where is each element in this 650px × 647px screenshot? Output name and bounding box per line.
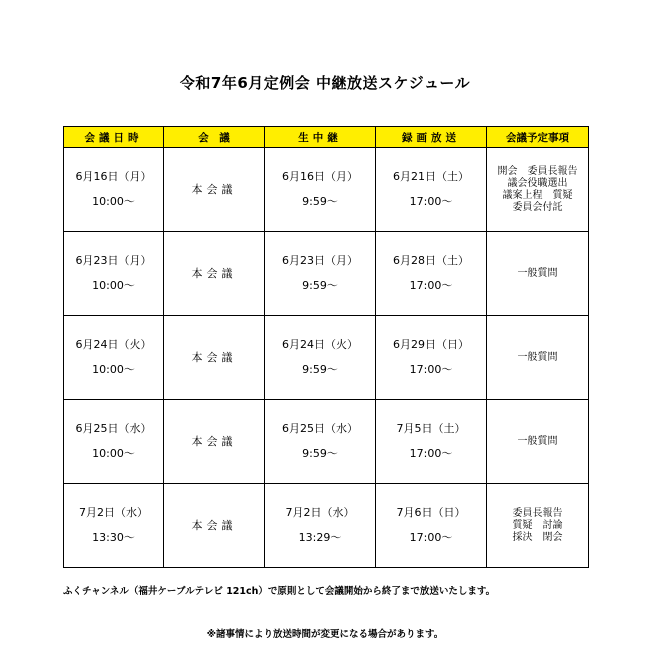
table-row — [64, 232, 589, 316]
agenda-item: 委員長報告 — [512, 507, 563, 519]
cell-recorded — [376, 484, 487, 568]
live-time: 13:29～ — [298, 531, 342, 544]
cell-agenda — [487, 232, 589, 316]
cell-agenda — [487, 316, 589, 400]
agenda-item: 一般質問 — [517, 267, 558, 279]
recorded-date: 7月5日（土） — [396, 422, 466, 435]
agenda-item: 一般質問 — [517, 351, 558, 363]
agenda-item: 開会 委員長報告 — [497, 165, 578, 177]
cell-meeting-datetime — [64, 484, 164, 568]
agenda-item: 一般質問 — [517, 435, 558, 447]
recorded-time: 17:00～ — [409, 279, 453, 292]
live-date: 6月23日（月） — [282, 254, 358, 267]
cell-recorded — [376, 316, 487, 400]
header-meeting: 会 議 — [164, 127, 265, 148]
meeting-type: 本会議 — [191, 518, 237, 532]
live-date: 6月24日（火） — [282, 338, 358, 351]
schedule-table — [63, 126, 589, 568]
cell-live — [265, 232, 376, 316]
meeting-date: 7月2日（水） — [79, 506, 148, 519]
cell-meeting — [164, 400, 265, 484]
cell-meeting — [164, 484, 265, 568]
meeting-date: 6月25日（水） — [75, 422, 152, 435]
cell-agenda — [487, 400, 589, 484]
cell-meeting-datetime — [64, 316, 164, 400]
meeting-time: 10:00～ — [92, 195, 135, 208]
cell-live — [265, 484, 376, 568]
cell-recorded — [376, 400, 487, 484]
cell-meeting — [164, 232, 265, 316]
agenda-item: 委員会付託 — [512, 201, 563, 213]
live-time: 9:59～ — [302, 279, 338, 292]
meeting-type: 本会議 — [191, 434, 237, 448]
meeting-time: 10:00～ — [92, 447, 135, 460]
cell-live — [265, 400, 376, 484]
header-live: 生中継 — [265, 127, 376, 148]
cell-live — [265, 316, 376, 400]
recorded-time: 17:00～ — [409, 195, 453, 208]
cell-meeting-datetime — [64, 232, 164, 316]
live-time: 9:59～ — [302, 447, 338, 460]
cell-agenda — [487, 484, 589, 568]
meeting-type: 本会議 — [191, 182, 237, 196]
recorded-date: 7月6日（日） — [396, 506, 466, 519]
agenda-item: 議会役職選出 — [507, 177, 568, 189]
recorded-time: 17:00～ — [409, 531, 453, 544]
live-date: 7月2日（水） — [285, 506, 355, 519]
meeting-date: 6月16日（月） — [75, 170, 152, 183]
agenda-item: 採決 閉会 — [512, 531, 563, 543]
table-row — [64, 484, 589, 568]
cell-meeting-datetime — [64, 400, 164, 484]
meeting-type: 本会議 — [191, 350, 237, 364]
cell-recorded — [376, 232, 487, 316]
recorded-time: 17:00～ — [409, 447, 453, 460]
cell-live — [265, 148, 376, 232]
recorded-date: 6月28日（土） — [393, 254, 469, 267]
page-title: 令和7年6月定例会 中継放送スケジュール — [179, 74, 471, 92]
meeting-time: 10:00～ — [92, 279, 135, 292]
meeting-time: 13:30～ — [92, 531, 135, 544]
cell-meeting — [164, 316, 265, 400]
meeting-type: 本会議 — [191, 266, 237, 280]
header-recorded: 録画放送 — [376, 127, 487, 148]
agenda-item: 議案上程 質疑 — [502, 189, 573, 201]
cell-meeting — [164, 148, 265, 232]
recorded-date: 6月21日（土） — [393, 170, 469, 183]
live-date: 6月25日（水） — [282, 422, 358, 435]
meeting-date: 6月24日（火） — [75, 338, 152, 351]
table-row — [64, 316, 589, 400]
live-date: 6月16日（月） — [282, 170, 358, 183]
cell-meeting-datetime — [64, 148, 164, 232]
cell-agenda — [487, 148, 589, 232]
recorded-date: 6月29日（日） — [393, 338, 469, 351]
meeting-time: 10:00～ — [92, 363, 135, 376]
recorded-time: 17:00～ — [409, 363, 453, 376]
table-row — [64, 400, 589, 484]
table-row — [64, 148, 589, 232]
table-header-row — [64, 127, 589, 148]
header-meeting-datetime: 会議日時 — [64, 127, 164, 148]
agenda-item: 質疑 討論 — [512, 519, 563, 531]
cell-recorded — [376, 148, 487, 232]
change-note: ※諸事情により放送時間が変更になる場合があります。 — [206, 629, 444, 640]
live-time: 9:59～ — [302, 363, 338, 376]
meeting-date: 6月23日（月） — [75, 254, 152, 267]
live-time: 9:59～ — [302, 195, 338, 208]
header-agenda: 会議予定事項 — [487, 127, 589, 148]
broadcast-note: ふくチャンネル（福井ケーブルテレビ 121ch）で原則として会議開始から終了まで放送いたします。 — [63, 586, 496, 597]
